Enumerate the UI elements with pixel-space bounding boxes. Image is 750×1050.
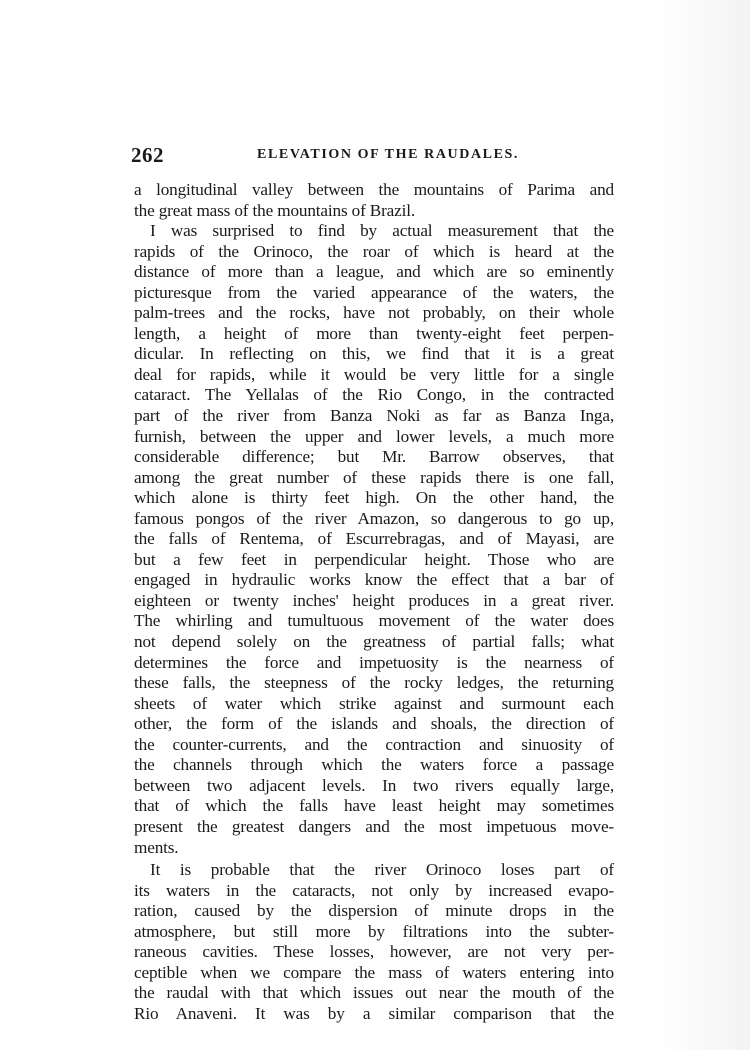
text-line: cataract. The Yellalas of the Rio Congo, in the contracted — [134, 385, 614, 405]
text-line: The whirling and tumultuous movement of the water does — [134, 611, 614, 631]
text-line: present the greatest dangers and the most impetuous move- — [134, 816, 614, 836]
text-line: palm-trees and the rocks, have not probably, on their whole — [134, 303, 614, 323]
text-line: determines the force and impetuosity is the nearness of — [134, 652, 614, 672]
text-line: picturesque from the varied appearance of the waters, the — [134, 282, 614, 302]
text-line: I was surprised to find by actual measurement that the — [150, 221, 614, 241]
scan-shadow — [658, 0, 750, 1050]
text-line: the great mass of the mountains of Brazil. — [134, 200, 416, 220]
text-line: ceptible when we compare the mass of waters entering into — [134, 962, 614, 982]
running-title: ELEVATION OF THE RAUDALES. — [257, 147, 520, 162]
text-line: furnish, between the upper and lower levels, a much more — [134, 426, 614, 446]
text-line: Rio Anaveni. It was by a similar comparison that the — [134, 1003, 614, 1023]
text-line: the counter-currents, and the contraction and sinuosity of — [134, 734, 614, 754]
text-line: eighteen or twenty inches' height produces in a great river. — [134, 590, 614, 610]
text-line: the channels through which the waters force a passage — [134, 755, 614, 775]
text-line: sheets of water which strike against and surmount each — [134, 693, 614, 713]
text-line: its waters in the cataracts, not only by increased evapo- — [134, 880, 614, 900]
text-line: ration, caused by the dispersion of minute drops in the — [134, 901, 614, 921]
text-line: other, the form of the islands and shoals, the direction of — [134, 714, 614, 734]
text-line: It is probable that the river Orinoco loses part of — [150, 860, 614, 880]
text-line: raneous cavities. These losses, however, are not very per- — [134, 942, 614, 962]
text-line: distance of more than a league, and which are so eminently — [134, 262, 614, 282]
text-line: deal for rapids, while it would be very little for a single — [134, 364, 614, 384]
body-text — [134, 180, 614, 1024]
text-line: a longitudinal valley between the mountains of Parima and — [134, 180, 614, 199]
text-line: not depend solely on the greatness of partial falls; what — [134, 632, 614, 652]
text-line: rapids of the Orinoco, the roar of which is heard at the — [134, 241, 614, 261]
text-line: that of which the falls have least height may sometimes — [134, 796, 614, 816]
text-line: dicular. In reflecting on this, we find that it is a great — [134, 344, 614, 364]
text-line: atmosphere, but still more by filtrations into the subter- — [134, 921, 614, 941]
text-line: among the great number of these rapids there is one fall, — [134, 467, 614, 487]
text-line: length, a height of more than twenty-eight feet perpen- — [134, 323, 614, 343]
text-line: famous pongos of the river Amazon, so dangerous to go up, — [134, 508, 614, 528]
text-line: engaged in hydraulic works know the effect that a bar of — [134, 570, 614, 590]
text-line: the falls of Rentema, of Escurrebragas, and of Mayasi, are — [134, 529, 614, 549]
text-line: ments. — [134, 837, 179, 857]
page-number: 262 — [131, 143, 164, 167]
text-line: but a few feet in perpendicular height. Those who are — [134, 549, 614, 569]
text-line: considerable difference; but Mr. Barrow observes, that — [134, 447, 614, 467]
page-header — [131, 143, 615, 173]
text-line: between two adjacent levels. In two rivers equally large, — [134, 775, 614, 795]
text-line: part of the river from Banza Noki as far as Banza Inga, — [134, 406, 614, 426]
text-line: the raudal with that which issues out near the mouth of the — [134, 983, 614, 1003]
text-line: these falls, the steepness of the rocky ledges, the returning — [134, 673, 614, 693]
text-line: which alone is thirty feet high. On the other hand, the — [134, 488, 614, 508]
